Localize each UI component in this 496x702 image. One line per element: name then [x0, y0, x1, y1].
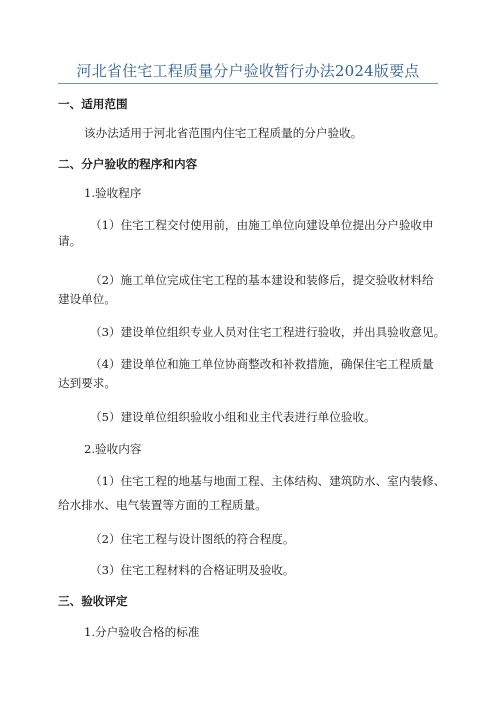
- section-heading-scope: 一、适用范围: [58, 97, 128, 111]
- procedure-item-2-line1: （2）施工单位完成住宅工程的基本建设和装修后，提交验收材料给: [90, 273, 434, 287]
- procedure-item-4-line2: 达到要求。: [58, 376, 116, 390]
- procedure-item-1-line1: （1）住宅工程交付使用前，由施工单位向建设单位提出分户验收申: [90, 218, 434, 232]
- subsection-title-content: 2.验收内容: [84, 442, 142, 456]
- content-item-2: （2）住宅工程与设计图纸的符合程度。: [90, 532, 295, 546]
- section-heading-procedure: 二、分户验收的程序和内容: [58, 157, 198, 171]
- procedure-item-5: （5）建设单位组织验收小组和业主代表进行单位验收。: [90, 410, 376, 424]
- title-underline: [58, 83, 438, 84]
- procedure-item-1-line2: 请。: [58, 234, 82, 248]
- section-heading-evaluation: 三、验收评定: [58, 594, 128, 608]
- content-item-3: （3）住宅工程材料的合格证明及验收。: [90, 563, 295, 577]
- section-scope-paragraph: 该办法适用于河北省范围内住宅工程质量的分户验收。: [84, 126, 363, 140]
- subsection-title-standard: 1.分户验收合格的标准: [84, 625, 200, 639]
- content-item-1-line2: 给水排水、电气装置等方面的工程质量。: [58, 498, 267, 512]
- procedure-item-3: （3）建设单位组织专业人员对住宅工程进行验收，并出具验收意见。: [90, 325, 446, 339]
- content-item-1-line1: （1）住宅工程的地基与地面工程、主体结构、建筑防水、室内装修、: [90, 474, 446, 488]
- subsection-title-procedure: 1.验收程序: [84, 186, 142, 200]
- procedure-item-4-line1: （4）建设单位和施工单位协商整改和补救措施，确保住宅工程质量: [90, 357, 434, 371]
- page-title: 河北省住宅工程质量分户验收暂行办法2024版要点: [76, 62, 420, 80]
- procedure-item-2-line2: 建设单位。: [58, 292, 116, 306]
